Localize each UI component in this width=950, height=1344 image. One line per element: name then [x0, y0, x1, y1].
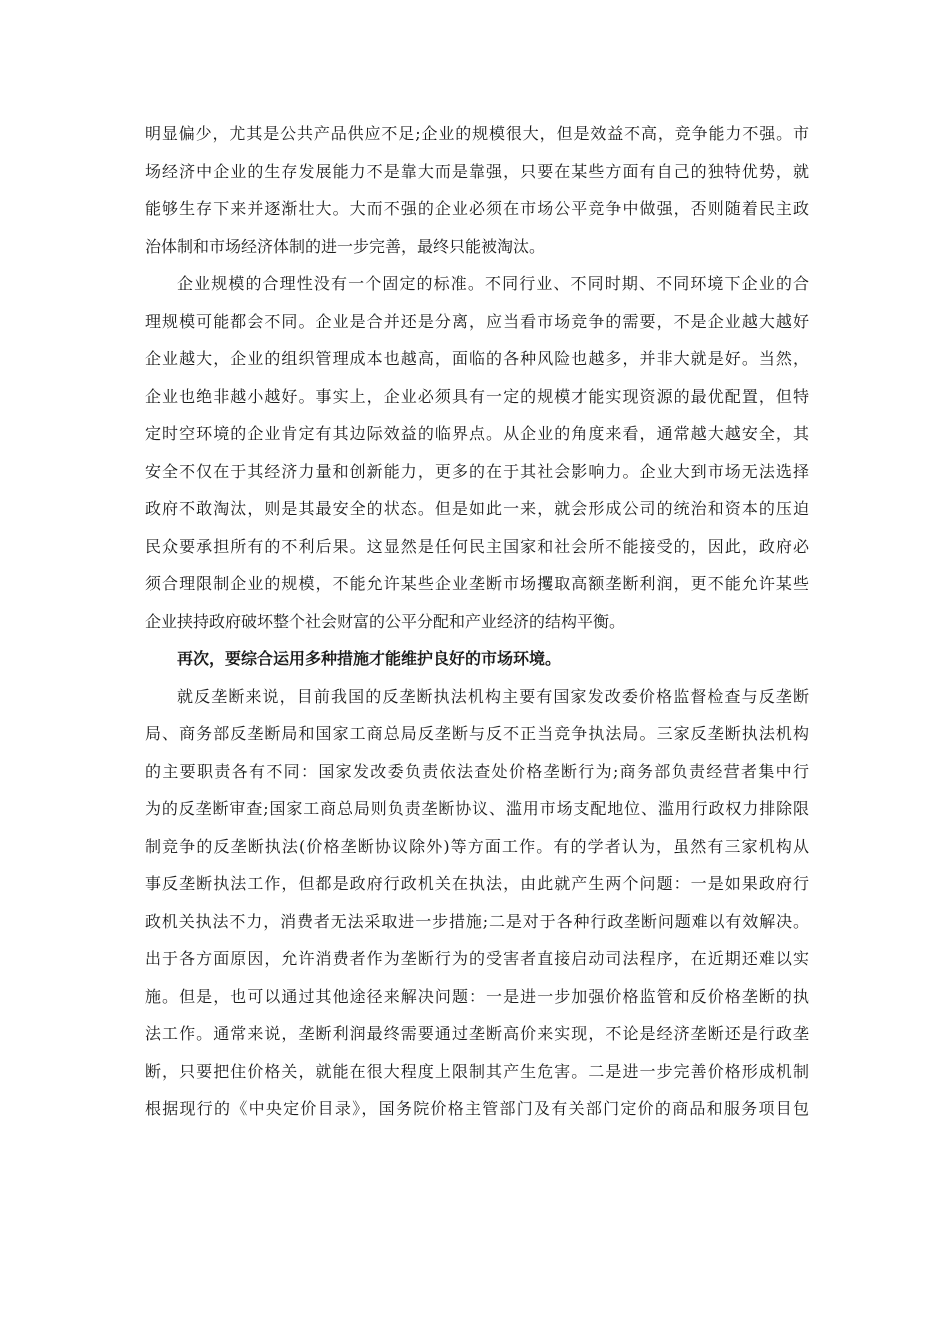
text-line: 政机关执法不力，消费者无法采取进一步措施;二是对于各种行政垄断问题难以有效解决。 [145, 911, 809, 931]
text-line: 根据现行的《中央定价目录》，国务院价格主管部门及有关部门定价的商品和服务项目包 [145, 1099, 809, 1118]
text-line: 施。但是，也可以通过其他途径来解决问题：一是进一步加强价格监管和反价格垄断的执 [145, 986, 809, 1006]
text-line: 就反垄断来说，目前我国的反垄断执法机构主要有国家发改委价格监督检查与反垄断 [177, 686, 809, 706]
text-line: 政府不敢淘汰，则是其最安全的状态。但是如此一来，就会形成公司的统治和资本的压迫 [145, 499, 809, 518]
text-line: 事反垄断执法工作，但都是政府行政机关在执法，由此就产生两个问题：一是如果政府行 [145, 874, 809, 893]
text-line: 的主要职责各有不同：国家发改委负责依法查处价格垄断行为;商务部负责经营者集中行 [145, 761, 809, 781]
text-line: 须合理限制企业的规模，不能允许某些企业垄断市场攫取高额垄断利润，更不能允许某些 [145, 574, 809, 593]
document-body [145, 115, 809, 1128]
text-line: 定时空环境的企业肯定有其边际效益的临界点。从企业的角度来看，通常越大越安全，其 [145, 424, 809, 443]
text-line: 能够生存下来并逐渐壮大。大而不强的企业必须在市场公平竞争中做强，否则随着民主政 [145, 199, 809, 218]
text-line: 场经济中企业的生存发展能力不是靠大而是靠强，只要在某些方面有自己的独特优势，就 [145, 161, 809, 181]
text-line: 企业挟持政府破坏整个社会财富的公平分配和产业经济的结构平衡。 [145, 611, 626, 631]
section-heading: 再次，要综合运用多种措施才能维护良好的市场环境。 [177, 649, 562, 668]
text-line: 法工作。通常来说，垄断利润最终需要通过垄断高价来实现，不论是经济垄断还是行政垄 [145, 1024, 809, 1043]
text-line: 民众要承担所有的不利后果。这显然是任何民主国家和社会所不能接受的，因此，政府必 [145, 536, 809, 556]
text-line: 治体制和市场经济体制的进一步完善，最终只能被淘汰。 [145, 236, 546, 256]
text-line: 制竞争的反垄断执法(价格垄断协议除外)等方面工作。有的学者认为，虽然有三家机构从 [145, 836, 809, 856]
text-line: 理规模可能都会不同。企业是合并还是分离，应当看市场竞争的需要，不是企业越大越好 [145, 311, 809, 331]
text-line: 为的反垄断审查;国家工商总局则负责垄断协议、滥用市场支配地位、滥用行政权力排除限 [145, 799, 809, 818]
text-line: 企业越大，企业的组织管理成本也越高，面临的各种风险也越多，并非大就是好。当然， [145, 349, 809, 368]
text-line: 安全不仅在于其经济力量和创新能力，更多的在于其社会影响力。企业大到市场无法选择 [145, 461, 809, 481]
text-line: 明显偏少，尤其是公共产品供应不足;企业的规模很大，但是效益不高，竞争能力不强。市 [145, 124, 809, 143]
text-line: 出于各方面原因，允许消费者作为垄断行为的受害者直接启动司法程序，在近期还难以实 [145, 949, 809, 968]
text-line: 局、商务部反垄断局和国家工商总局反垄断与反不正当竞争执法局。三家反垄断执法机构 [145, 724, 809, 743]
text-line: 企业规模的合理性没有一个固定的标准。不同行业、不同时期、不同环境下企业的合 [177, 274, 809, 293]
text-line: 企业也绝非越小越好。事实上，企业必须具有一定的规模才能实现资源的最优配置，但特 [145, 386, 809, 406]
text-line: 断，只要把住价格关，就能在很大程度上限制其产生危害。二是进一步完善价格形成机制 [145, 1061, 809, 1081]
